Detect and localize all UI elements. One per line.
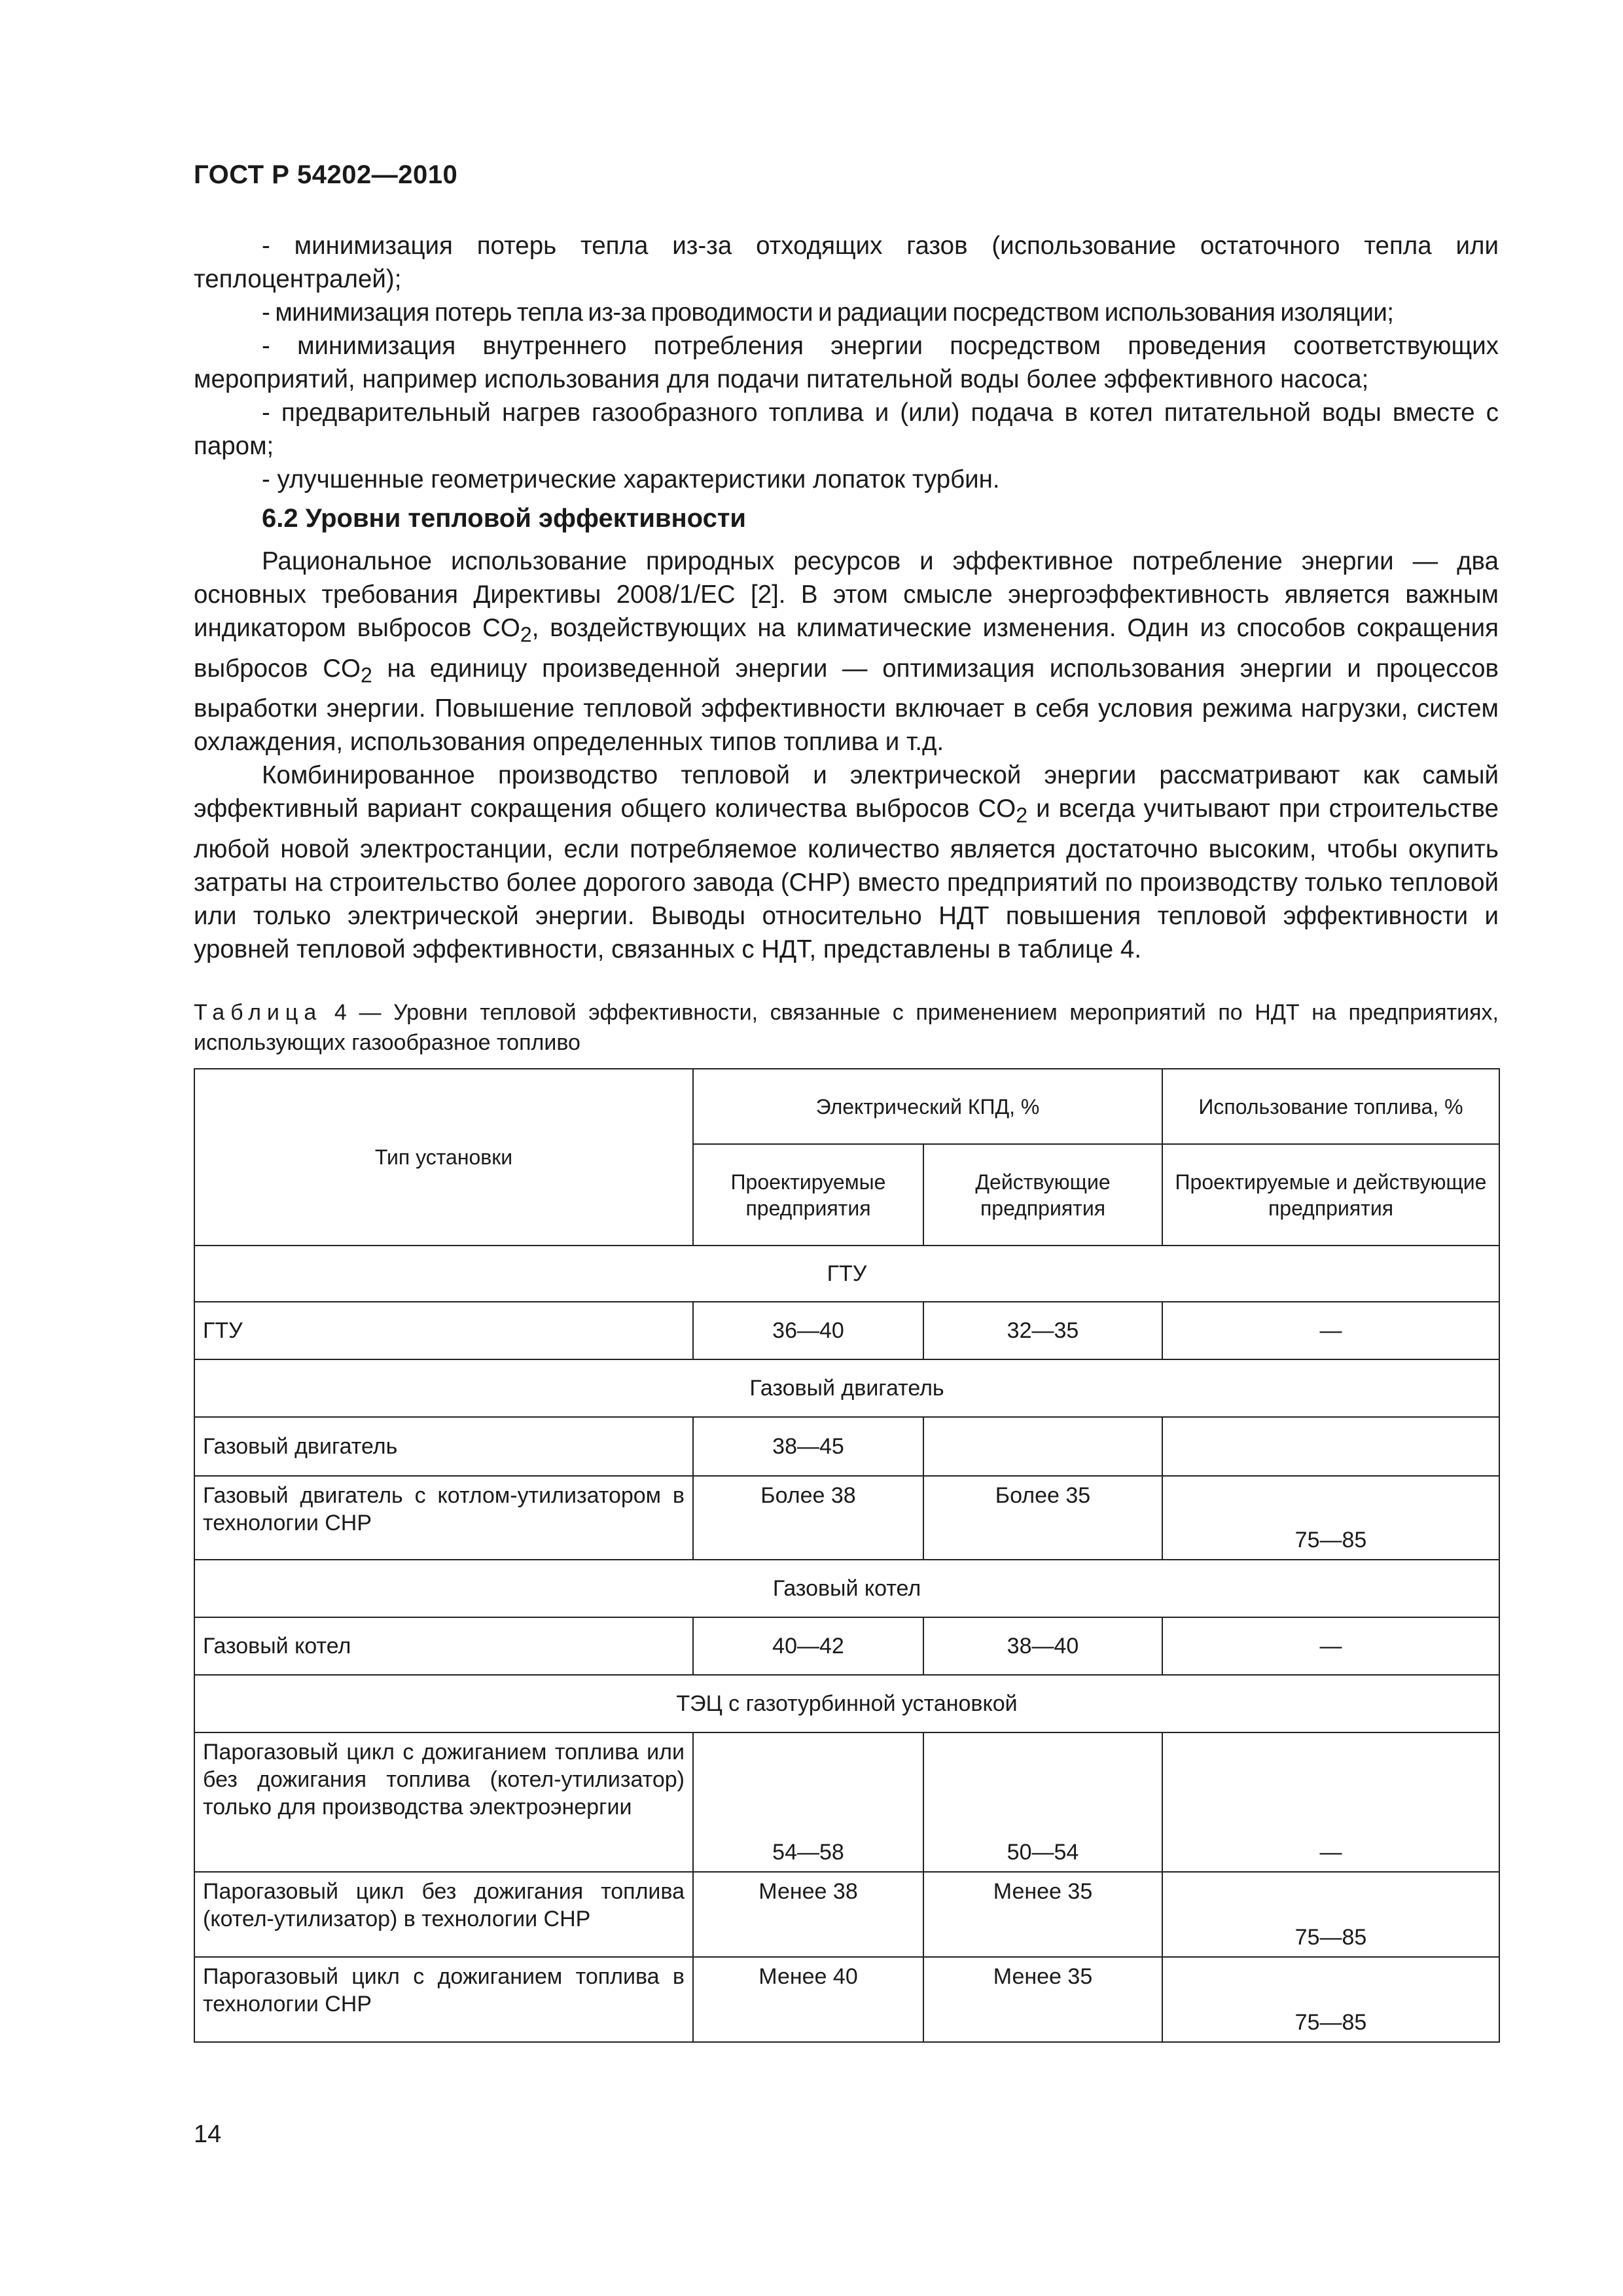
- table-row: ГТУ 36—40 32—35 —: [194, 1302, 1499, 1359]
- header-fuel: Использование топлива, %: [1162, 1069, 1499, 1144]
- header-designed: Проектируемые предприятия: [693, 1144, 923, 1246]
- table-row: Газовый двигатель с котлом-утилизатором в технологии CHP Более 38 Более 35 75—85: [194, 1476, 1499, 1560]
- group-title: ГТУ: [194, 1246, 1499, 1302]
- table-row: Парогазовый цикл с дожиганием топлива или без дожигания топлива (котел-утилизатор) только для производства электроэнергии 54—58 50—54 —: [194, 1732, 1499, 1872]
- table-caption: [194, 997, 1499, 1058]
- table-caption-text: 4 — Уровни тепловой эффективности, связанные с применением мероприятий по НДТ на предприятиях, использующих газообразное топливо: [194, 1000, 1499, 1055]
- document-header: ГОСТ Р 54202—2010: [194, 160, 458, 189]
- bullet-item: - минимизация внутреннего потребления энергии посредством проведения соответствующих мероприятий, например использования для подачи питательной воды более эффективного насоса;: [194, 332, 1499, 393]
- table-row: Парогазовый цикл без дожигания топлива (котел-утилизатор) в технологии CHP Менее 38 Менее 35 75—85: [194, 1872, 1499, 1957]
- efficiency-table: [194, 1068, 1500, 2043]
- page-number: 14: [194, 2121, 222, 2148]
- paragraph-2: Комбинированное производство тепловой и электрической энергии рассматривают как самый эффективный вариант сокращения общего количества выбросов $CO_2$ и всегда учитывают при строительстве любой новой электростанции, если потребляемое количество является достаточно высоким, чтобы окупить затраты на строительство более дорогого завода (CHP) вместо предприятий по производству только тепловой или только электрической энергии. Выводы относительно НДТ повышения тепловой эффективности и уровней тепловой эффективности, связанных с НДТ, представлены в таблице 4.: [194, 761, 1499, 964]
- table-row: Газовый котел 40—42 38—40 —: [194, 1617, 1499, 1675]
- bullet-item: - минимизация потерь тепла из-за отходящих газов (использование остаточного тепла или теплоцентралей);: [194, 232, 1499, 293]
- bullet-item: - предварительный нагрев газообразного топлива и (или) подача в котел питательной воды вместе с паром;: [194, 399, 1499, 460]
- paragraph-1: Рациональное использование природных ресурсов и эффективное потребление энергии — два основных требования Директивы 2008/1/ЕС [2]. В этом смысле энергоэффективность является важным индикатором выбросов $CO_2$, воздействующих на климатические изменения. Один из способов сокращения выбросов $CO_2$ на единицу произведенной энергии — оптимизация использования энергии и процессов выработки энергии. Повышение тепловой эффективности включает в себя условия режима нагрузки, систем охлаждения, использования определенных типов топлива и т.д.: [194, 547, 1499, 757]
- table-caption-label: Таблица: [194, 1000, 323, 1025]
- bullet-item: - минимизация потерь тепла из-за проводимости и радиации посредством использования изоляции;: [262, 298, 1394, 327]
- table-row: Парогазовый цикл с дожиганием топлива в технологии CHP Менее 40 Менее 35 75—85: [194, 1957, 1499, 2042]
- bullet-item: - улучшенные геометрические характеристики лопаток турбин.: [262, 465, 1000, 493]
- group-title: Газовый двигатель: [194, 1359, 1499, 1417]
- group-title: ТЭЦ с газотурбинной установкой: [194, 1675, 1499, 1732]
- header-electric: Электрический КПД, %: [693, 1069, 1162, 1144]
- body-paragraphs: [194, 545, 1499, 966]
- group-title: Газовый котел: [194, 1560, 1499, 1617]
- header-existing: Действующие предприятия: [923, 1144, 1162, 1246]
- section-title: 6.2 Уровни тепловой эффективности: [262, 504, 746, 533]
- table-row: Газовый двигатель 38—45: [194, 1417, 1499, 1476]
- header-type: Тип установки: [194, 1069, 693, 1246]
- header-both: Проектируемые и действующие предприятия: [1162, 1144, 1499, 1246]
- bullet-list: [194, 229, 1499, 496]
